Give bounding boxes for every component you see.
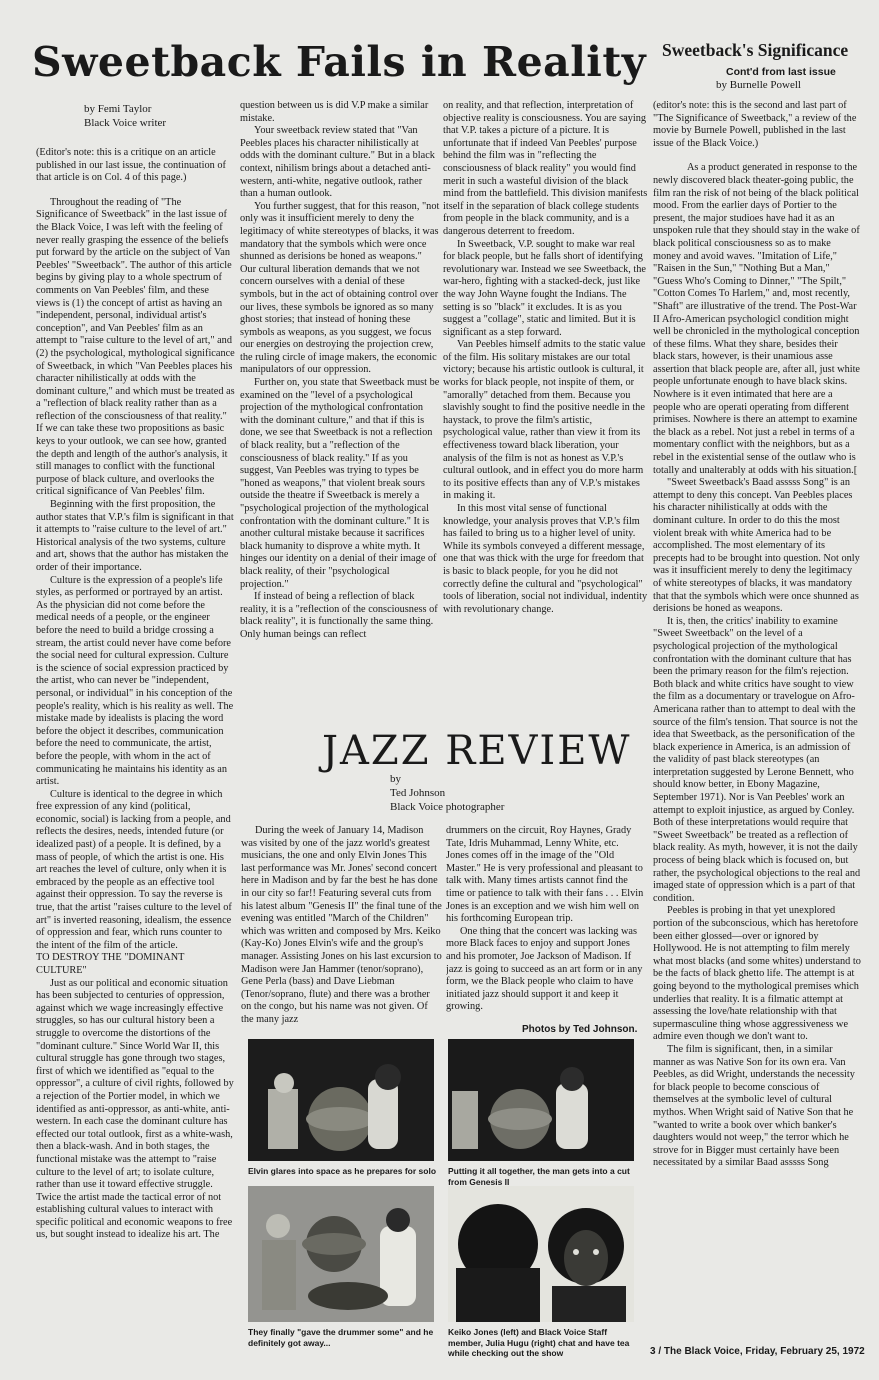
subheading: TO DESTROY THE "DOMINANT CULTURE" — [36, 952, 185, 976]
caption-3: They finally "gave the drummer some" and he definitely got away... — [248, 1327, 434, 1348]
photo-drummer-solo — [248, 1186, 434, 1322]
photo-elvin-drums — [248, 1039, 434, 1161]
jazz-author: Ted Johnson — [390, 787, 446, 799]
paragraph: on reality, and that reflection, interpretation of objective reality is consciousness. You are saying that V.P. takes a picture of a picture. It is unfortunate that if indeed Van Peebles' purpose behind the film was in "reflecting the consciousness of black reality" you would find merit in such a wasteful division of the black mind from the battlefield. This division manifests itself in the separation of black college students from people in the black community, and is a dangerous deterrent to freedom. — [443, 100, 648, 237]
jazz-byline — [390, 772, 590, 814]
main-article-column-3 — [443, 100, 648, 685]
paragraph: You further suggest, that for this reason, "not only was it insufficient merely to deny the legitimacy of white stereotypes of blacks, it was mandatory that the symbols which were once shunned as derisions be honed as weapons." Our cultural liberation demands that we not concern ourselves with a denial of these symbols, but in the act of obtaining control over our lives, these symbols be ignored as so many ghost stories; that instead of honing these symbols as weapons, as you suggest, we focus our energies on destroying the projection crew, the ruling circle of image makers, the economic manipulators of our oppression. — [240, 200, 440, 376]
significance-cont-label: Cont'd from last issue — [726, 66, 836, 78]
jazz-by-label: by — [390, 773, 401, 785]
paragraph: If instead of being a reflection of black reality, it is a "reflection of the consciousness of black reality", it is functionally the same thing. Only human beings can reflect — [240, 591, 438, 640]
main-article-column-2 — [240, 100, 440, 685]
jazz-column-2 — [446, 825, 644, 1023]
paragraph: drummers on the circuit, Roy Haynes, Grady Tate, Idris Muhammad, Lenny White, etc. Jones comes off in the image of the "Old Master." He is very professional and pleasant to talk with. Many times artists cannot find the time or patience to talk with their fans . . . Elvin Jones is an exception and we wish him well on his forthcoming European trip. — [446, 825, 644, 925]
main-headline: Sweetback Fails in Reality — [32, 38, 647, 86]
paragraph: Your sweetback review stated that "Van Peebles places his character nihilistically at odds with the dominant culture." But in a black context, nihilism brings about a detached anti-western, anti-white, negative outlook, rather than a human outlook. — [240, 125, 435, 200]
significance-byline: by Burnelle Powell — [716, 79, 801, 91]
main-byline — [84, 102, 166, 130]
paragraph: Culture is identical to the degree in which free expression of any kind (political, economic, social) is lacking from a people, and reflects the desires, needs, intended future (or idealized past) of a people. It is defined, by a mass of people, of which the artist is one. His art reaches the level of culture, only when it is embraced by the people as an effective tool against their oppression. To say the reverse is true, that the artist "raises culture to the level of art" is inverted reasoning, idealism, the essence of oppression and fear, which runs counter to the intent of the film of the article. — [36, 788, 232, 951]
editors-note: (editor's note: this is the second and last part of "The Significance of Sweetback," a review of the movie by Burnele Powell, published in the last issue of the Black Voice.) — [653, 100, 857, 149]
jazz-review-title: JAZZ REVIEW — [322, 728, 632, 774]
photo-credit: Photos by Ted Johnson. — [522, 1024, 638, 1035]
photo-keiko-julia — [448, 1186, 634, 1322]
paragraph: During the week of January 14, Madison was visited by one of the jazz world's greatest musicians, the one and only Elvin Jones This last performance was Mr. Jones' second concert here in Madison and by far the best he has done in our city so far!! Featuring several cuts from his latest album "Genesis II" the final tune of the evening was entitled "March of the Children" which was written and composed by Mrs. Keiko (Kay-Ko) Jones Elvin's wife and the group's manager. Assisting Jones on his last excursion to Madison were Jan Hammer (tenor/soprano), Gene Perla (bass) and Dave Liebman (Tenor/soprano, flute) and there was a brother on the congo, but his name was not given. Of the many jazz — [241, 825, 442, 1025]
jazz-author-role: Black Voice photographer — [390, 801, 505, 813]
paragraph: Beginning with the first proposition, the author states that V.P.'s film is significant in that it attempts to "raise culture to the level of art." Historical analysis of the two systems, culture and art, shows that the author has mistaken the order of their importance. — [36, 499, 234, 573]
caption-2: Putting it all together, the man gets into a cut from Genesis II — [448, 1166, 630, 1187]
paragraph: Peebles is probing in that yet unexplored portion of the subconscious, which has heretofore been either glossed—over or ignored by Hollywood. He is not attempting to film merely what most blacks (and some whites) understand to be the facts of black ghetto life. The attempt is at going beyond to the mythological premises which underlies that reality. It is a filmatic attempt at assessing the love/hate relationship with that supermasculine thing whose aggressiveness we admire even though we don't want to. — [653, 905, 861, 1043]
editors-note: (Editor's note: this is a critique on an article published in our last issue, the continuation of that article is on Col. 4 of this page.) — [36, 147, 226, 184]
paragraph: Further on, you state that Sweetback must be examined on the "level of a psychological projection of the mythological confrontation with the dominant culture," and that if this is done, we see that Sweetback is not a reflection of black reality, but a "reflection of the consciousness of black reality." If as you suggest, Van Peebles was trying to types be "honed as weapons," that violent break sours outside the theatre if Sweetback is merely a "psychological projection of the mythological confrontation with the dominant culture." It is another cultural mistake because it sacrifices black humanity to disprove a white myth. It hinges our identity on a denial of their image of black reality, of their "psychological projection." — [240, 377, 440, 590]
paragraph: It is, then, the critics' inability to examine "Sweet Sweetback" on the level of a psychological projection of the mythological confrontation with the dominant culture that has been the primary reason for the film's rejection. Both black and white critics have sought to view the film as a documentary or travelogue on Afro-Americana rather than to attempt to deal with the source of the film's tension. That source is not the idea that Sweetback, as the personification of the black experience in America, is an admission of the validity of past black stereotypes (an interpretation suggested by Lerone Bennett, who should know better, in Ebony Magazine, September 1971). Nor is Van Peebles' work an attempt to exploit injustice, as argued by Conley. Both of these interpretations would require that "Sweet Sweetback" be treated as a reflection of black reality. As myth, however, it is not the daily process of being black which is focused on, but rather, the psychological objections to the real and imaged state of oppression which is a part of that condition. — [653, 615, 861, 904]
paragraph: "Sweet Sweetback's Baad asssss Song" is an attempt to deny this concept. Van Peebles places his character nihilistically at odds with the dominant culture. In order to do this the most violent break with white America had to be accomplished. The most elementary of its precepts had to be brought into question. Not only was it insufficient merely to deny the legitimacy of white stereotypes of blacks, it was mandatory that that the symbols which were once shunned as derisions be honed as weapons. — [653, 477, 860, 615]
paragraph: Culture is the expression of a people's life styles, as performed or portrayed by an artist. As the physician did not come before the medical needs of a people, or the engineer before the need to build a bridge crossing a stream, the artist could never have come before the social need for cultural expression. Culture is the science of social expression practiced by the artist, who can never be "independent, personal, or individual" in his conception of the people's reality, which is his reality as well. The mistake made by idealists is placing the word before the object it describes, communication before the need to communicate, the artist, before the people, with whom in the act of communicating he maintains his identity as an artist. — [36, 574, 234, 788]
photo-genesis-ii — [448, 1039, 634, 1161]
paragraph: Throughout the reading of "The Significance of Sweetback" in the last issue of the Black Voice, I was left with the feeling of never really grasping the essence of the beliefs put forward by the article on the subject of Van Peebles' "Sweetback". The author of this article begins by giving play to a whole spectrum of comments on Van Peebles' film, and these views is (1) the concept of artist as having an "independent, personal, individual artist's conception", and Van Peebles' film as an attempt to "raise culture to the level of art," and (2) the psychological, mythological significance of Sweetback, in which "Van Peebles places his character nihilistically at odds with the dominant culture," and which must be treated as a "reflection of black reality rather than as a reflection of the consciousness of that reality." If we can take these two propositions as basic keys to your outlook, we can see how, granted the depth and length of the author's analysis, it still manages to conflict with the functional purpose of black culture, and overlooks the critical significance of Van Peebles' film. — [36, 196, 235, 498]
caption-4: Keiko Jones (left) and Black Voice Staff member, Julia Hugu (right) chat and have tea while checking out the show — [448, 1327, 630, 1358]
paragraph: As a product generated in response to the newly discovered black theater-going public, the film ran the risk of not being of the black political mood. From the earlier days of Portier to the present, the major studioes have had it as an unspoken rule that they should stay in the wake of black political consciousness so as to make money and avoid waves. "Imitation of Life," "Raisen in the Sun," "Nothing But a Man," "Guess Who's Coming to Dinner," "The Spilt," "Cotton Comes To Harlem," and, most recently, "Shaft" are illustrative of the trend. The Post-War II Afro-American psychologicl condition might well be chronicled in the mythological conception of these films. What they share, besides their black stars, however, is their unamious asse assertion that black people are, after all, just white people unfortunate enough to have black skins. Nowhere is it even intimated that here are a people who are operati operating from different primises. Nowhere is there an attempt to examine the black as a rebel. Not just a rebel in terms of a momentary conflict with the neighbors, but as a rebel in the existential sense of the outlaw who is totally and unalterably at odds with his situation.[ — [653, 162, 861, 476]
main-article-column-1 — [36, 147, 235, 1377]
paragraph: question between us is did V.P make a similar mistake. — [240, 100, 429, 124]
paragraph: In this most vital sense of functional knowledge, your analysis proves that V.P.'s film has failed to bring us to a higher level of unity. While its symbols conveyed a different message, one that was thick with the urge for freedom that is basic to black people, for you he did not correctly define the cultural and "psychological" tools of liberation, social not individual, indentity with revolutionary change. — [443, 503, 648, 615]
page-footer: 3 / The Black Voice, Friday, February 25, 1972 — [650, 1346, 865, 1357]
paragraph: Just as our political and economic situation has been subjected to centuries of oppression, against which we wage increasingly effective struggles, so has our cultural history been a struggle to overcome the distortions of the "dominant culture." Since World War II, this cultural struggle has gone through two stages, first of which we identified as "equal to the oppressor", a culture of civil rights, followed by a rejection of the Portier model, in which we identified as anti-oppressor, as anti-white, anti-western. In each case the dominant culture has effected our total outlook, first as a white-wash, then a black-wash. And in both stages, the functional mistake was the attempt to "raise culture to the level of art; to isolate culture, rather than use it toward effective struggle. Twice the artist made the tactical error of not establishing cultural values to interact with specific political and economic weapons to free us, but sought instead to idealize his art. The — [36, 977, 234, 1241]
byline-name: by Femi Taylor — [84, 103, 152, 115]
paragraph: Van Peebles himself admits to the static value of the film. His solitary mistakes are our total victory; because his artistic outlook is cultural, it works for black people, not inspite of them, or "amorally" detached from them. Because you slavishly sought to find the positive needle in the haystack, to prove the film's artistic, psychological value, rather than view it from its effectiveness toward black liberation, your analysis of the film is not as honest as V.P.'s cultural outlook, and in effect you do more harm to its positive effects than any of V.P.'s mistakes in making it. — [443, 339, 646, 502]
caption-1: Elvin glares into space as he prepares for solo — [248, 1166, 437, 1176]
paragraph: The film is significant, then, in a similar manner as was Native Son for its own era. Van Peebles, as did Wright, understands the necessity for black people to become conscious of themselves at the symbolic level of cultural mythos. When Wright said of Native Son that he "wanted to write a book over which banker's daughters would not weep," the terror which he strove for in Bigger must certainly have been necessitated by a similar Baad asssss Song — [653, 1043, 855, 1169]
paragraph: In Sweetback, V.P. sought to make war real for black people, but he falls short of identifying revolutionary war. Instead we see Sweetback, the war-hero, fighting with a stacked-deck, just like the way John Wayne fought the Indians. The setting is so "black" it excludes. It is as you suggest a "collage", static and limited. But it is significant as a step forward. — [443, 238, 647, 338]
byline-role: Black Voice writer — [84, 117, 167, 129]
significance-title: Sweetback's Significance — [662, 40, 849, 60]
jazz-column-1 — [241, 825, 442, 1030]
paragraph: One thing that the concert was lacking was more Black faces to enjoy and support Jones and his promoter, Joe Jackson of Madison. If jazz is going to succeed as an art form or in any form, we the Black people who claim to have initiated jazz should support it and keep it growing. — [446, 925, 643, 1013]
significance-column — [653, 100, 861, 1290]
